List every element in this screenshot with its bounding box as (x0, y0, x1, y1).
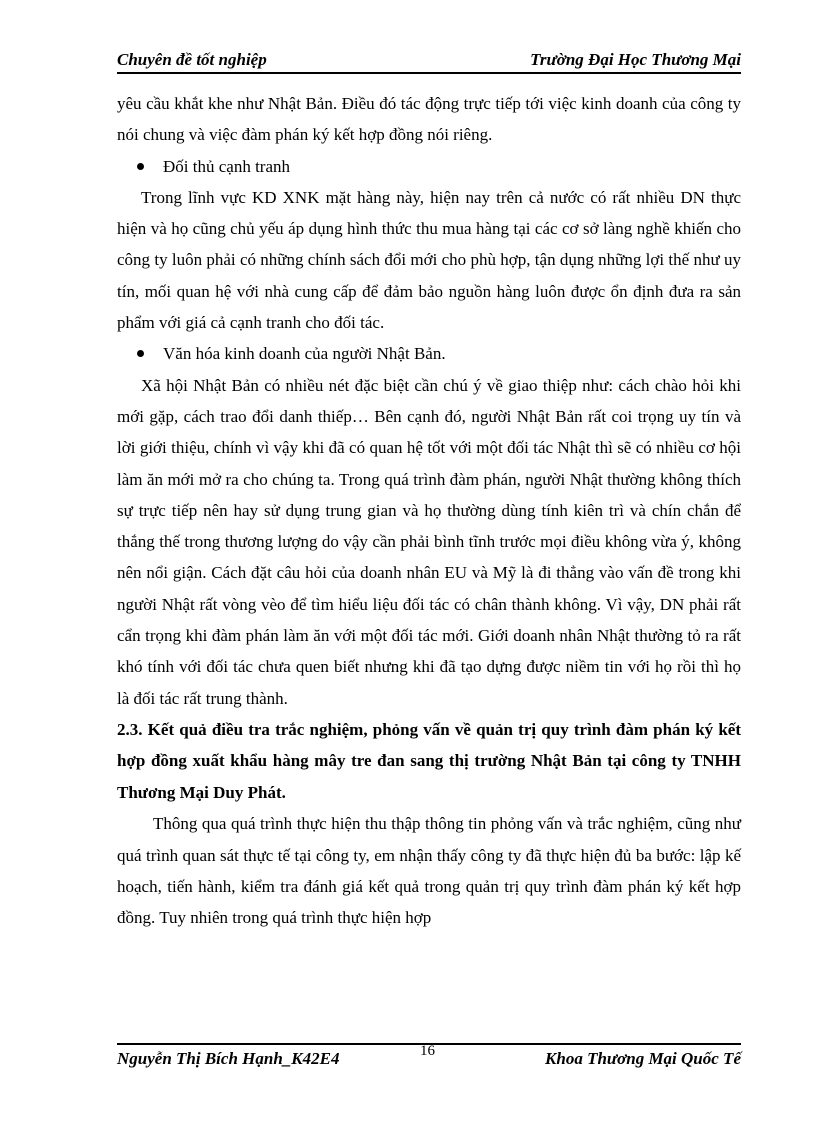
bullet-culture-text: Văn hóa kinh doanh của người Nhật Bản. (163, 344, 446, 364)
bullet-culture (117, 338, 741, 369)
paragraph-intro: yêu cầu khắt khe như Nhật Bản. Điều đó tác động trực tiếp tới việc kinh doanh của công ty nói chung và việc đàm phán ký kết hợp đồng nói riêng. (117, 94, 741, 145)
bullet-dot-icon (137, 350, 144, 357)
paragraph-culture: Xã hội Nhật Bản có nhiều nét đặc biệt cần chú ý về giao thiệp như: cách chào hỏi khi mới gặp, cách trao đổi danh thiếp… Bên cạnh đó, người Nhật Bản rất coi trọng uy tín và lời giới thiệu, chính vì vậy khi đã có quan hệ tốt với một đối tác Nhật thì sẽ có nhiều cơ hội làm ăn mới mở ra cho chúng ta. Trong quá trình đàm phán, người Nhật thường không thích sự trực tiếp nên hay sử dụng trung gian và họ thường dùng tính kiên trì và chín chắn để thắng thế trong thương lượng do vậy cần phải bình tĩnh trước mọi điều không vừa ý, không nên nổi giận. Cách đặt câu hỏi của doanh nhân EU và Mỹ là đi thẳng vào vấn đề trong khi người Nhật rất vòng vèo để tìm hiểu liệu đối tác có chân thành không. Vì vậy, DN phải rất cẩn trọng khi đàm phán làm ăn với một đối tác mới. Giới doanh nhân Nhật thường tỏ ra rất khó tính với đối tác chưa quen biết nhưng khi đã tạo dựng được niềm tin với họ rồi thì họ là đối tác rất trung thành. (117, 375, 741, 708)
header-university: Trường Đại Học Thương Mại (530, 50, 741, 69)
bullet-dot-icon (137, 163, 144, 170)
footer-faculty: Khoa Thương Mại Quốc Tế (545, 1049, 741, 1068)
paragraph-competitors: Trong lĩnh vực KD XNK mặt hàng này, hiện nay trên cả nước có rất nhiều DN thực hiện và họ cũng chủ yếu áp dụng hình thức thu mua hàng tại các cơ sở làng nghề khiến cho công ty luôn phải có những chính sách đổi mới cho phù hợp, tận dụng những lợi thế như uy tín, mối quan hệ với nhà cung cấp để đảm bảo nguồn hàng luôn được ổn định đưa ra sản phẩm với giá cả cạnh tranh cho đối tác. (117, 187, 741, 333)
page-body (117, 88, 741, 934)
header-document-type: Chuyên đề tốt nghiệp (117, 50, 267, 69)
bullet-competitors-text: Đối thủ cạnh tranh (163, 156, 290, 176)
footer-author: Nguyễn Thị Bích Hạnh_K42E4 (117, 1049, 340, 1068)
bullet-competitors (117, 151, 741, 182)
page-number: 16 (420, 1043, 435, 1059)
page-header (117, 50, 741, 74)
page-footer (117, 1043, 741, 1071)
section-heading-2-3: 2.3. Kết quả điều tra trắc nghiệm, phỏng vấn về quản trị quy trình đàm phán ký kết hợp đồng xuất khẩu hàng mây tre đan sang thị trường Nhật Bản tại công ty TNHH Thương Mại Duy Phát. (117, 719, 741, 802)
paragraph-survey: Thông qua quá trình thực hiện thu thập thông tin phỏng vấn và trắc nghiệm, cũng như quá trình quan sát thực tế tại công ty, em nhận thấy công ty đã thực hiện đủ ba bước: lập kế hoạch, tiến hành, kiểm tra đánh giá kết quả trong quản trị quy trình đàm phán ký kết hợp đồng. Tuy nhiên trong quá trình thực hiện hợp (117, 814, 741, 928)
